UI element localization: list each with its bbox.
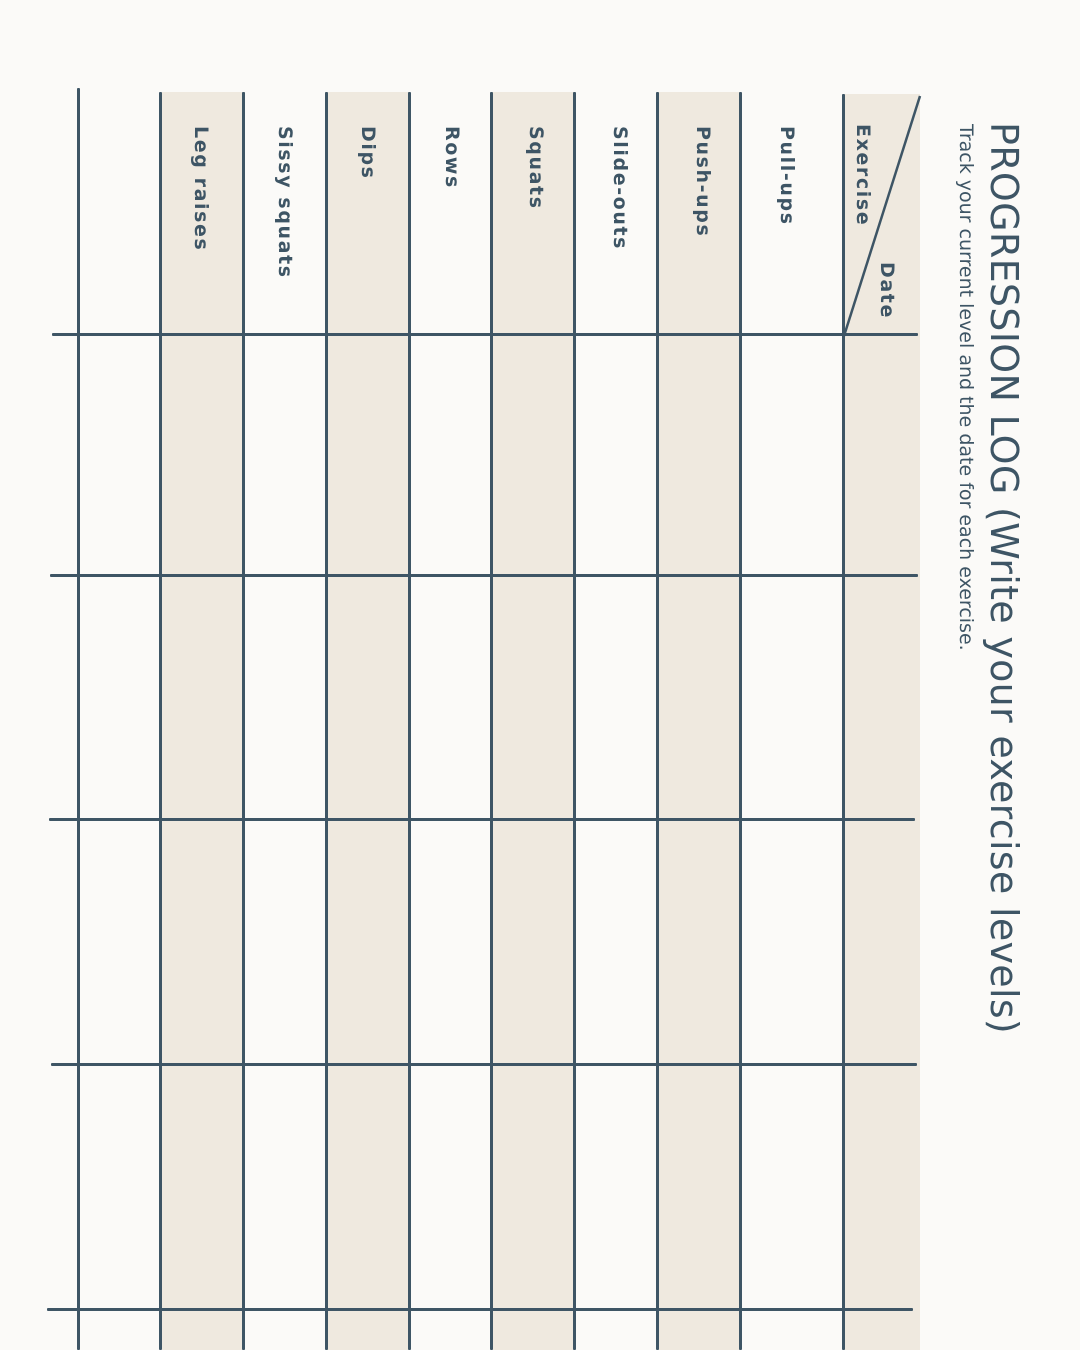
grid-line-vertical: [159, 92, 162, 1350]
row-stripe-squats: [492, 92, 575, 1350]
grid-line-vertical: [490, 92, 493, 1350]
grid-line-vertical: [656, 92, 659, 1350]
grid-line-vertical: [242, 92, 245, 1350]
exercise-label-squats: Squats: [525, 126, 547, 210]
grid-line-vertical: [325, 92, 328, 1350]
grid-line-vertical: [77, 88, 80, 1350]
row-stripe-leg-raises: [162, 92, 245, 1350]
exercise-label-sissy-squats: Sissy squats: [274, 126, 296, 279]
grid-line-vertical: [573, 92, 576, 1350]
header-date-label: Date: [876, 262, 898, 319]
grid-line-horizontal: [51, 1063, 917, 1066]
exercise-label-rows: Rows: [441, 126, 463, 189]
grid-line-vertical: [739, 92, 742, 1350]
row-stripe-dips: [327, 92, 410, 1350]
exercise-label-leg-raises: Leg raises: [190, 126, 212, 252]
grid-line-vertical: [408, 92, 411, 1350]
grid-line-horizontal: [47, 1308, 913, 1311]
header-exercise-label: Exercise: [852, 124, 874, 227]
exercise-label-dips: Dips: [357, 126, 379, 180]
grid-line-horizontal: [50, 574, 918, 577]
exercise-label-slide-outs: Slide-outs: [609, 126, 631, 251]
exercise-label-pull-ups: Pull-ups: [776, 126, 798, 226]
exercise-label-push-ups: Push-ups: [692, 126, 714, 238]
page-title: PROGRESSION LOG (Write your exercise levels): [982, 122, 1026, 1035]
row-stripe-push-ups: [658, 92, 741, 1350]
page-subtitle: Track your current level and the date for each exercise.: [955, 124, 977, 651]
grid-line-horizontal: [49, 818, 915, 821]
grid-line-horizontal: [52, 333, 918, 336]
